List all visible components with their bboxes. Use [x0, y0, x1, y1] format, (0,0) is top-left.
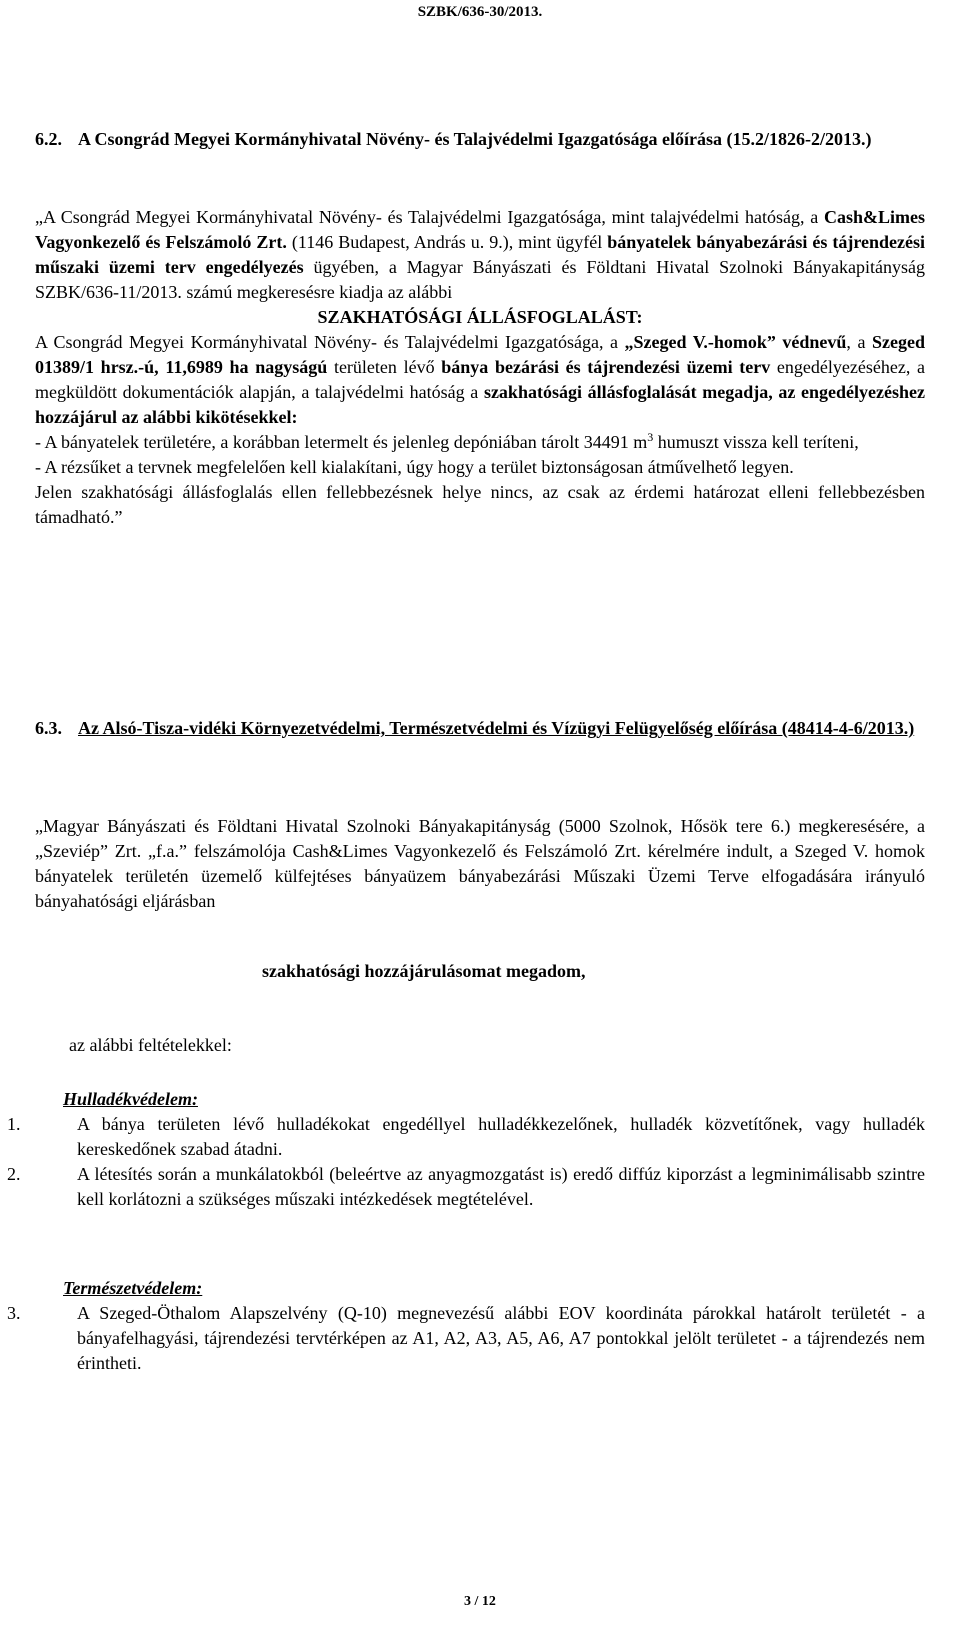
- text-run: humuszt vissza kell teríteni,: [653, 432, 859, 452]
- subject-bold: bányatelek bányabezárási és tájrendezési műszaki üzemi terv engedélyezés: [35, 232, 925, 277]
- paragraph-intro: [35, 205, 925, 305]
- section-6-2-paragraph: [35, 205, 925, 530]
- waste-heading: Hulladékvédelem:: [63, 1089, 198, 1109]
- parcel-info: Szeged 01389/1 hrsz.-ú, 11,6989 ha nagyságú: [35, 332, 925, 377]
- section-6-2: [35, 127, 925, 152]
- section-heading: [35, 127, 925, 152]
- item-text: A Szeged-Öthalom Alapszelvény (Q-10) megnevezésű alábbi EOV koordináta párokkal határolt területét - a bányafelhagyási, tájrendezési tervtérképen az A1, A2, A3, A5, A6, A7 pontokkal jelölt területet - a tájrendezés nem érintheti.: [77, 1303, 925, 1373]
- item-text: A létesítés során a munkálatokból (beleértve az anyagmozgatást is) eredő diffúz kiporzást a legminimálisabb szintre kell korlátozni a szükséges műszaki intézkedések megtételével.: [77, 1164, 925, 1209]
- text-run: engedélyezéséhez, a megküldött dokumentációk alapján, a talajvédelmi hatóság a: [35, 357, 926, 402]
- paragraph-decision: [35, 330, 925, 430]
- text-run: , a: [846, 332, 872, 352]
- condition-2: - A rézsűket a tervnek megfelelően kell kialakítani, úgy hogy a terület biztonságosan átművelhető legyen.: [35, 457, 794, 477]
- plan-name: bánya bezárási és tájrendezési üzemi terv: [441, 357, 771, 377]
- section-6-3: [35, 716, 925, 741]
- text-run: (1146 Budapest, András u. 9.), mint ügyfél: [286, 232, 608, 252]
- text-run: „A Csongrád Megyei Kormányhivatal Növény- és Talajvédelmi Igazgatósága, mint talajvédelmi hatóság, a: [35, 207, 824, 227]
- section-heading: [35, 716, 925, 741]
- section-number: 6.2.: [35, 129, 62, 149]
- section-title: Az Alsó-Tisza-vidéki Környezetvédelmi, Természetvédelmi és Vízügyi Felügyelőség előírása (48414-4-6/2013.): [78, 718, 915, 738]
- list-item: [7, 1162, 925, 1212]
- closing-paragraph: Jelen szakhatósági állásfoglalás ellen fellebbezésnek helye nincs, az csak az érdemi határozat elleni fellebbezésben támadható.”: [35, 482, 925, 527]
- item-text: A bánya területen lévő hulladékokat engedéllyel hulladékkezelőnek, hulladék közvetítőnek, vagy hulladék kereskedőnek szabad átadni.: [77, 1114, 925, 1159]
- nature-heading: Természetvédelem:: [63, 1278, 203, 1298]
- decision-bold: szakhatósági állásfoglalását megadja, az engedélyezéshez hozzájárul az alábbi kikötésekkel:: [35, 382, 925, 427]
- nature-section: [7, 1276, 925, 1376]
- site-name: „Szeged V.-homok” védnevű: [624, 332, 847, 352]
- section-6-3-paragraph: „Magyar Bányászati és Földtani Hivatal Szolnoki Bányakapitányság (5000 Szolnok, Hősök tere 6.) megkeresésére, a „Szeviép” Zrt. „f.a.” felszámolója Cash&Limes Vagyonkezelő és Felszámoló Zrt. kérelmére indult, a Szeged V. homok bányatelek területén üzemelő külfejtéses bányaüzem bányabezárási Műszaki Üzemi Terve elfogadására irányuló bányahatósági eljárásban: [35, 816, 925, 911]
- conditions-label: az alábbi feltételekkel:: [69, 1035, 232, 1055]
- text-run: területen lévő: [327, 357, 442, 377]
- section-title: A Csongrád Megyei Kormányhivatal Növény- és Talajvédelmi Igazgatósága előírása (15.2/1826-2/2013.): [78, 129, 872, 149]
- item-number: 2.: [7, 1164, 21, 1184]
- list-item: [7, 1112, 925, 1162]
- superscript: 3: [647, 430, 654, 444]
- item-number: 3.: [7, 1303, 21, 1323]
- resolution-heading: SZAKHATÓSÁGI ÁLLÁSFOGLALÁST:: [317, 307, 643, 327]
- item-number: 1.: [7, 1114, 21, 1134]
- text-run: - A bányatelek területére, a korábban letermelt és jelenleg depóniában tárolt 34491 m: [35, 432, 648, 452]
- condition-1: [35, 430, 925, 455]
- waste-section: [7, 1087, 925, 1212]
- text-run: A Csongrád Megyei Kormányhivatal Növény- és Talajvédelmi Igazgatósága, a: [35, 332, 625, 352]
- list-item: [7, 1301, 925, 1376]
- text-run: ügyében, a Magyar Bányászati és Földtani Hivatal Szolnoki Bányakapitányság SZBK/636-11/2013. számú megkeresésre kiadja az alábbi: [35, 257, 925, 302]
- section-number: 6.3.: [35, 718, 62, 738]
- page-number: 3 / 12: [464, 1594, 496, 1609]
- company-name: Cash&Limes Vagyonkezelő és Felszámoló Zrt.: [35, 207, 925, 252]
- document-number-header: SZBK/636-30/2013.: [417, 4, 543, 20]
- consent-statement: szakhatósági hozzájárulásomat megadom,: [262, 961, 586, 981]
